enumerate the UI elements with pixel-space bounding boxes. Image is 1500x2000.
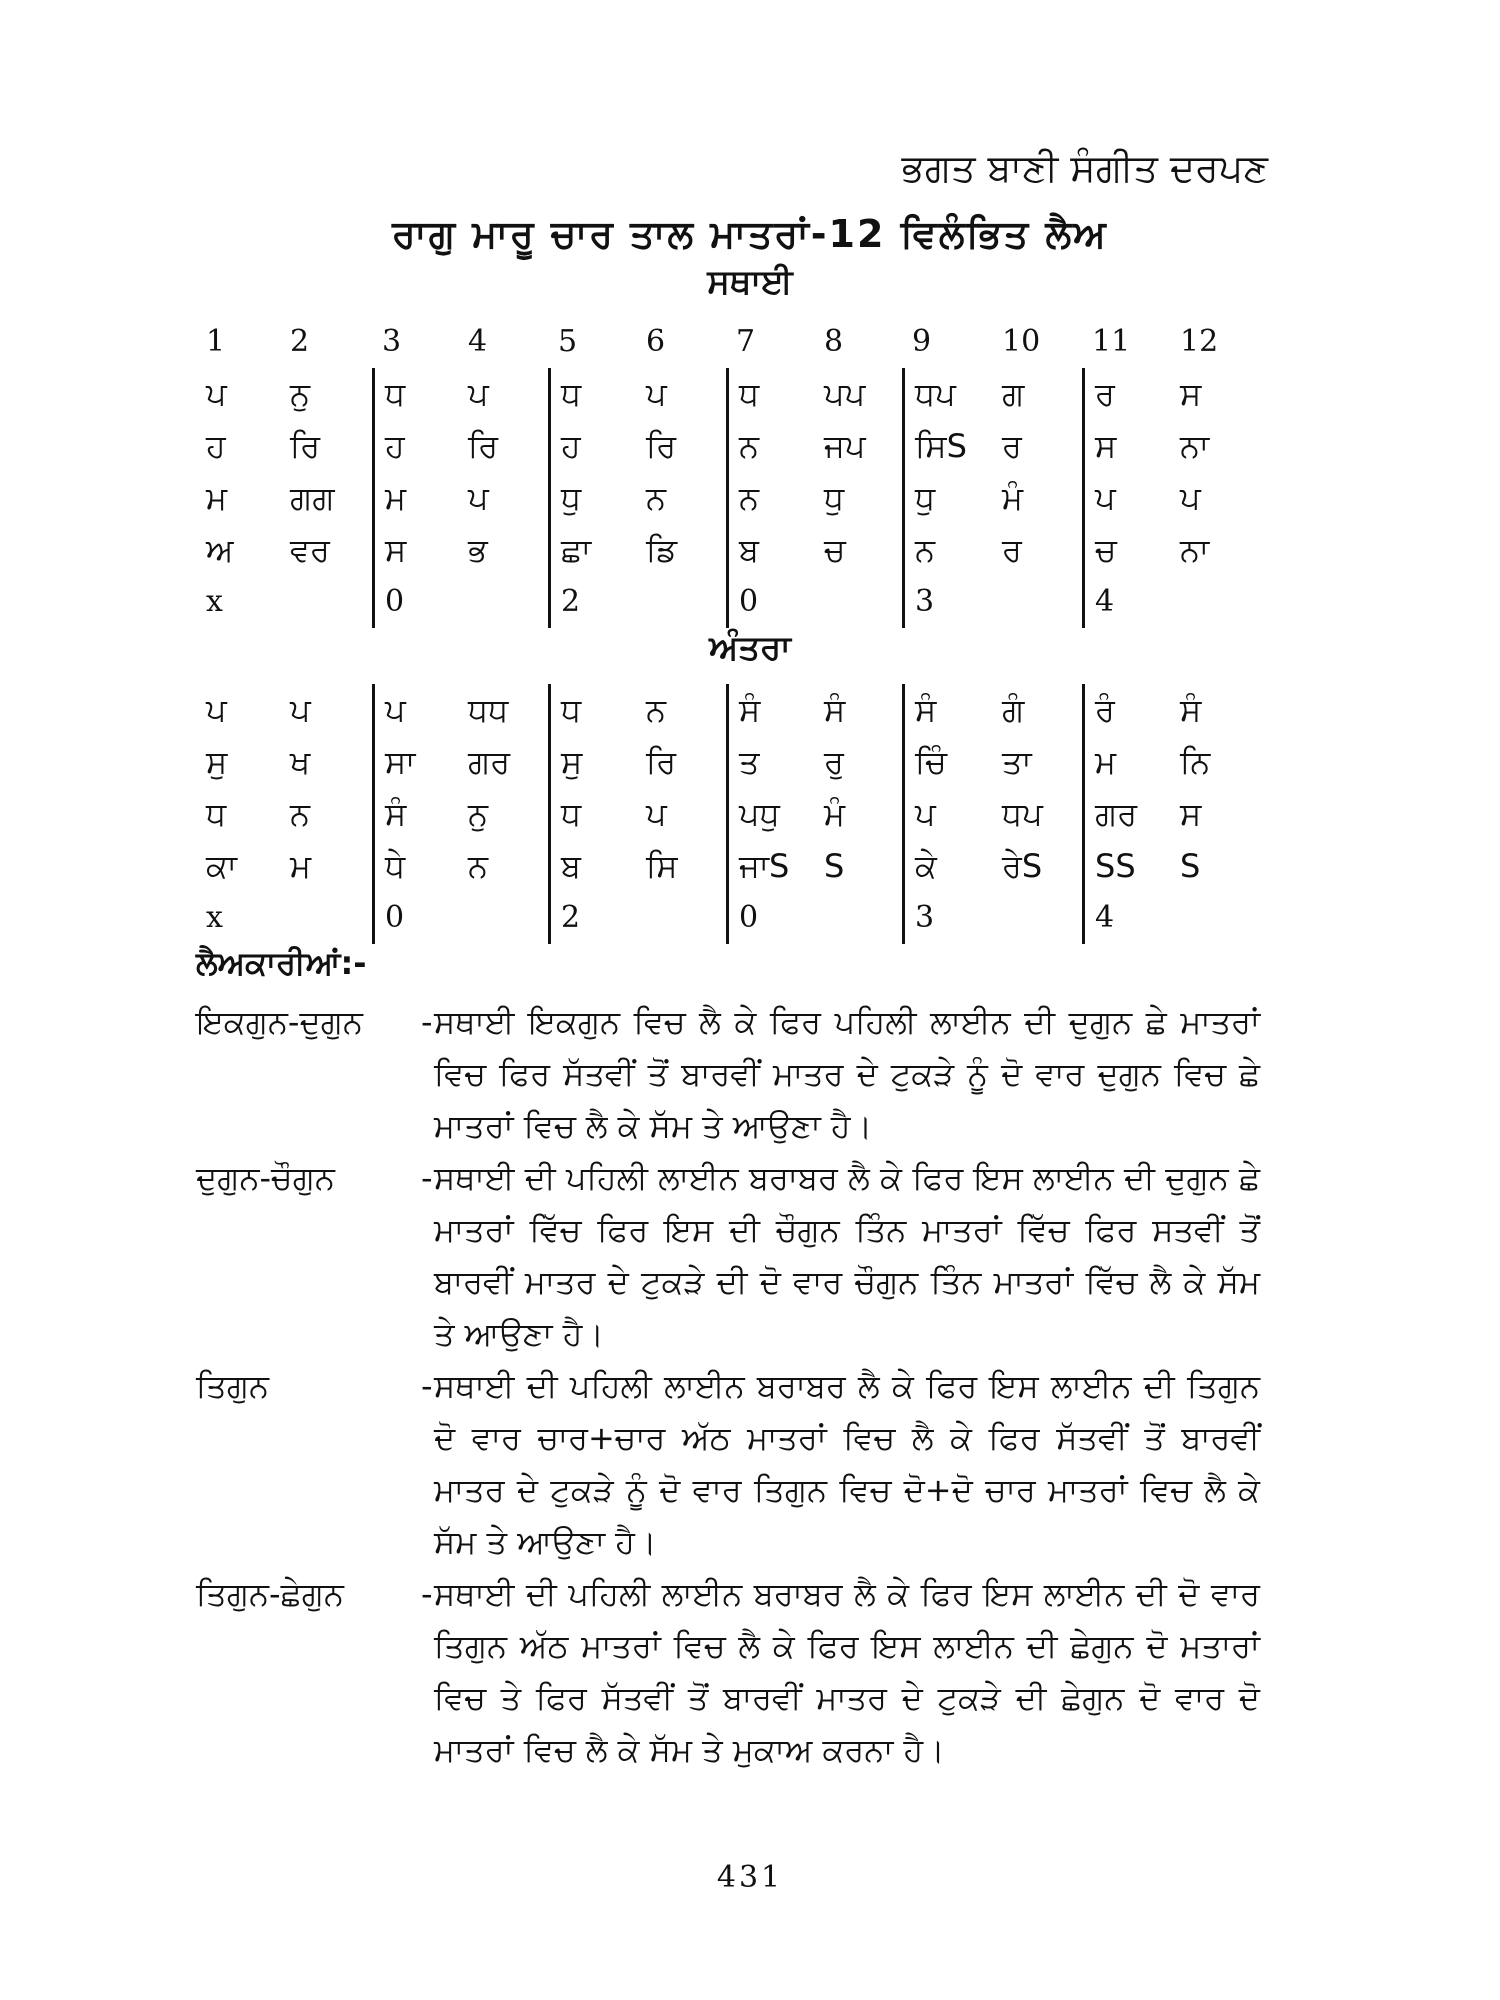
lyric-row (196, 420, 1256, 472)
tala-mark-row (196, 892, 1256, 944)
beat-number: 11 (1092, 324, 1131, 359)
lyric-cell: ਸ (372, 524, 456, 576)
lyric-cell: ਰੇS (1002, 847, 1043, 885)
entry-description: ਸਥਾਈ ਦੀ ਪਹਿਲੀ ਲਾਈਨ ਬਰਾਬਰ ਲੈ ਕੇ ਫਿਰ ਇਸ ਲਾਈਨ ਦੀ ਤਿਗੁਨ ਦੋ ਵਾਰ ਚਾਰ+ਚਾਰ ਅੱਠ ਮਾਤਰਾਂ ਵਿਚ ਲੈ ਕੇ ਫਿਰ ਸੱਤਵੀਂ ਤੋਂ ਬਾਰਵੀਂ ਮਾਤਰ ਦੇ ਟੁਕੜੇ ਨੂੰ ਦੋ ਵਾਰ ਤਿਗੁਨ ਵਿਚ ਦੋ+ਦੋ ਚਾਰ ਮਾਤਰਾਂ ਵਿਚ ਲੈ ਕੇ ਸੱਮ ਤੇ ਆਉਣਾ ਹੈ। (434, 1367, 1260, 1561)
tala-mark: 0 (726, 892, 810, 944)
notation-cell: ਮੰ (1002, 479, 1024, 517)
lyric-cell: ਸੁ (206, 743, 228, 781)
notation-row (196, 472, 1256, 524)
notation-cell: ਧ (206, 795, 227, 833)
lyric-cell: ਰੁ (824, 743, 844, 781)
layakari-entry (196, 996, 1260, 1152)
notation-cell: ਧਪ (902, 368, 986, 420)
tala-mark: 3 (902, 892, 986, 944)
entry-term: ਤਿਗੁਨ (196, 1367, 270, 1405)
raga-title: ਰਾਗੁ ਮਾਰੂ ਚਾਰ ਤਾਲ ਮਾਤਰਾਂ-12 ਵਿਲੰਭਿਤ ਲੈਅ (392, 212, 1108, 256)
lyric-cell: ਮ (290, 847, 312, 885)
lyric-cell: ਛਾ (548, 524, 632, 576)
antara-heading: ਅੰਤਰਾ (709, 628, 791, 668)
notation-cell: ਗਗ (290, 479, 335, 517)
lyric-cell: ਜਪ (824, 427, 866, 465)
notation-cell: ਗੰ (1002, 691, 1025, 729)
lyric-cell: ਹ (548, 420, 632, 472)
notation-cell: ਰੰ (1082, 684, 1166, 736)
tala-mark: 2 (548, 576, 632, 628)
notation-cell: ਪ (1082, 472, 1166, 524)
notation-cell: ਸੰ (902, 684, 986, 736)
lyric-cell: S (824, 847, 845, 885)
notation-cell: ਗਰ (1082, 788, 1166, 840)
notation-cell: ਧਪ (1002, 795, 1043, 833)
lyric-cell: ਚ (824, 531, 846, 569)
layakari-entry (196, 1360, 1260, 1568)
notation-cell: ਧ (548, 788, 632, 840)
notation-cell: ਪਧੁ (726, 788, 810, 840)
lyric-cell: ਸ (1082, 420, 1166, 472)
notation-cell: ਪਪ (824, 375, 866, 413)
notation-cell: ਪ (646, 375, 667, 413)
notation-cell: ਧੁ (548, 472, 632, 524)
lyric-cell: ਡਿ (646, 531, 678, 569)
tala-mark: 0 (372, 892, 456, 944)
lyric-cell: ਹ (372, 420, 456, 472)
beat-number: 7 (736, 324, 756, 359)
layakari-entry (196, 1152, 1260, 1360)
notation-cell: ਨੁ (290, 375, 311, 413)
notation-cell: ਸੰ (726, 684, 810, 736)
lyric-cell: ਸੁ (548, 736, 632, 788)
entry-term: ਇਕਗੁਨ-ਦੁਗੁਨ (196, 1003, 363, 1041)
notation-cell: ਧ (726, 368, 810, 420)
notation-cell: ਨ (646, 691, 667, 729)
lyric-cell: ਰਿ (468, 427, 499, 465)
lyric-cell: ਨ (726, 420, 810, 472)
tala-mark: 0 (372, 576, 456, 628)
tala-mark: x (206, 584, 223, 619)
notation-cell: ਨੁ (468, 795, 489, 833)
tala-mark-row (196, 576, 1256, 628)
layakari-entry (196, 1568, 1260, 1776)
notation-row (196, 788, 1256, 840)
tala-mark: 0 (726, 576, 810, 628)
lyric-cell: S (1180, 847, 1201, 885)
lyric-cell: ਜਾS (726, 840, 810, 892)
notation-cell: ਨ (726, 472, 810, 524)
beat-number: 9 (912, 324, 932, 359)
lyric-cell: ਕਾ (206, 847, 237, 885)
lyric-cell: ਰ (1002, 531, 1022, 569)
beat-number: 6 (646, 324, 666, 359)
notation-cell: ਧੁ (824, 479, 845, 517)
notation-cell: ਧਧ (468, 691, 509, 729)
notation-cell: ਪ (372, 684, 456, 736)
entry-description: ਸਥਾਈ ਇਕਗੁਨ ਵਿਚ ਲੈ ਕੇ ਫਿਰ ਪਹਿਲੀ ਲਾਈਨ ਦੀ ਦੁਗੁਨ ਛੇ ਮਾਤਰਾਂ ਵਿਚ ਫਿਰ ਸੱਤਵੀਂ ਤੋਂ ਬਾਰਵੀਂ ਮਾਤਰ ਦੇ ਟੁਕੜੇ ਨੂੰ ਦੋ ਵਾਰ ਦੁਗੁਨ ਵਿਚ ਛੇ ਮਾਤਰਾਂ ਵਿਚ ਲੈ ਕੇ ਸੱਮ ਤੇ ਆਉਣਾ ਹੈ। (434, 1003, 1260, 1145)
beat-number: 10 (1002, 324, 1041, 359)
notation-cell: ਪ (468, 479, 489, 517)
notation-cell: ਧੁ (902, 472, 986, 524)
notation-cell: ਪ (206, 691, 227, 729)
tala-mark: 3 (902, 576, 986, 628)
notation-cell: ਸ (1180, 375, 1202, 413)
entry-dash: - (421, 1003, 433, 1041)
beat-number: 1 (206, 324, 226, 359)
notation-cell: ਸੰ (1180, 691, 1202, 729)
antara-notation-grid (196, 684, 1256, 944)
beat-number: 4 (468, 324, 488, 359)
lyric-cell: ਸਿ (646, 847, 678, 885)
notation-cell: ਮ (206, 479, 228, 517)
lyric-cell: ਚਿੰ (902, 736, 986, 788)
sthayi-notation-grid (196, 316, 1256, 628)
beat-number: 3 (382, 324, 402, 359)
lyric-cell: ਖ (290, 743, 311, 781)
lyric-cell: ਹ (206, 427, 226, 465)
beat-number: 2 (290, 324, 310, 359)
lyric-cell: ਨਾ (1180, 427, 1210, 465)
notation-cell: ਪ (206, 375, 227, 413)
notation-cell: ਨ (646, 479, 667, 517)
lyric-cell: ਧੇ (372, 840, 456, 892)
entry-dash: - (421, 1159, 433, 1197)
lyric-cell: ਰਿ (290, 427, 321, 465)
lyric-row (196, 524, 1256, 576)
lyric-cell: ਅ (206, 531, 234, 569)
tala-mark: 4 (1082, 576, 1166, 628)
beat-number-row (196, 316, 1256, 368)
layakari-list (196, 996, 1260, 1776)
lyric-cell: ਸਾ (372, 736, 456, 788)
notation-cell: ਸੰ (824, 691, 846, 729)
lyric-cell: ਬ (548, 840, 632, 892)
tala-mark: 2 (548, 892, 632, 944)
lyric-row (196, 736, 1256, 788)
notation-cell: ਪ (646, 795, 667, 833)
lyric-cell: ਬ (726, 524, 810, 576)
beat-number: 5 (558, 324, 578, 359)
sthayi-heading: ਸਥਾਈ (707, 262, 793, 302)
lyric-cell: ਵਰ (290, 531, 330, 569)
layakari-heading: ਲੈਅਕਾਰੀਆਂ:- (196, 944, 367, 982)
lyric-cell: ਰਿ (646, 427, 677, 465)
entry-description: ਸਥਾਈ ਦੀ ਪਹਿਲੀ ਲਾਈਨ ਬਰਾਬਰ ਲੈ ਕੇ ਫਿਰ ਇਸ ਲਾਈਨ ਦੀ ਦੋ ਵਾਰ ਤਿਗੁਨ ਅੱਠ ਮਾਤਰਾਂ ਵਿਚ ਲੈ ਕੇ ਫਿਰ ਇਸ ਲਾਈਨ ਦੀ ਛੇਗੁਨ ਦੋ ਮਤਾਰਾਂ ਵਿਚ ਤੇ ਫਿਰ ਸੱਤਵੀਂ ਤੋਂ ਬਾਰਵੀਂ ਮਾਤਰ ਦੇ ਟੁਕੜੇ ਦੀ ਛੇਗੁਨ ਦੋ ਵਾਰ ਦੋ ਮਾਤਰਾਂ ਵਿਚ ਲੈ ਕੇ ਸੱਮ ਤੇ ਮੁਕਾਅ ਕਰਨਾ ਹੈ। (434, 1575, 1260, 1769)
notation-cell: ਪ (1180, 479, 1201, 517)
lyric-cell: ਕੇ (902, 840, 986, 892)
lyric-cell: ਸਿS (902, 420, 986, 472)
entry-term: ਤਿਗੁਨ-ਛੇਗੁਨ (196, 1575, 344, 1613)
notation-cell: ਨ (290, 795, 311, 833)
beat-number: 12 (1180, 324, 1219, 359)
lyric-cell: ਨਾ (1180, 531, 1210, 569)
lyric-cell: ਨਿ (1180, 743, 1211, 781)
lyric-cell: ਰਿ (646, 743, 677, 781)
notation-cell: ਗ (1002, 375, 1025, 413)
notation-row (196, 684, 1256, 736)
entry-dash: - (421, 1575, 433, 1613)
notation-cell: ਮੰ (824, 795, 846, 833)
tala-mark: 4 (1082, 892, 1166, 944)
notation-cell: ਪ (290, 691, 311, 729)
notation-cell: ਰ (1082, 368, 1166, 420)
book-title: ਭਗਤ ਬਾਣੀ ਸੰਗੀਤ ਦਰਪਣ (901, 146, 1268, 190)
notation-cell: ਧ (548, 684, 632, 736)
lyric-cell: ਰ (1002, 427, 1022, 465)
lyric-row (196, 840, 1256, 892)
notation-cell: ਸੰ (372, 788, 456, 840)
lyric-cell: ਚ (1082, 524, 1166, 576)
lyric-cell: ਗਰ (468, 743, 511, 781)
lyric-cell: ਤਾ (1002, 743, 1032, 781)
tala-mark: x (206, 900, 223, 935)
entry-term: ਦੁਗੁਨ-ਚੌਗੁਨ (196, 1159, 335, 1197)
lyric-cell: ਤ (726, 736, 810, 788)
notation-cell: ਮ (372, 472, 456, 524)
lyric-cell: ਭ (468, 531, 488, 569)
notation-cell: ਧ (372, 368, 456, 420)
lyric-cell: ਨ (902, 524, 986, 576)
lyric-cell: ਨ (468, 847, 489, 885)
notation-cell: ਪ (902, 788, 986, 840)
lyric-cell: SS (1082, 840, 1166, 892)
notation-cell: ਧ (548, 368, 632, 420)
entry-description: ਸਥਾਈ ਦੀ ਪਹਿਲੀ ਲਾਈਨ ਬਰਾਬਰ ਲੈ ਕੇ ਫਿਰ ਇਸ ਲਾਈਨ ਦੀ ਦੁਗੁਨ ਛੇ ਮਾਤਰਾਂ ਵਿੱਚ ਫਿਰ ਇਸ ਦੀ ਚੌਗੁਨ ਤਿੰਨ ਮਾਤਰਾਂ ਵਿੱਚ ਫਿਰ ਸਤਵੀਂ ਤੋਂ ਬਾਰਵੀਂ ਮਾਤਰ ਦੇ ਟੁਕੜੇ ਦੀ ਦੋ ਵਾਰ ਚੌਗੁਨ ਤਿੰਨ ਮਾਤਰਾਂ ਵਿੱਚ ਲੈ ਕੇ ਸੱਮ ਤੇ ਆਉਣਾ ਹੈ। (434, 1159, 1260, 1353)
beat-number: 8 (824, 324, 844, 359)
notation-cell: ਸ (1180, 795, 1202, 833)
lyric-cell: ਮ (1082, 736, 1166, 788)
notation-cell: ਪ (468, 375, 489, 413)
page-number: 431 (716, 1860, 784, 1895)
notation-row (196, 368, 1256, 420)
entry-dash: - (421, 1367, 433, 1405)
